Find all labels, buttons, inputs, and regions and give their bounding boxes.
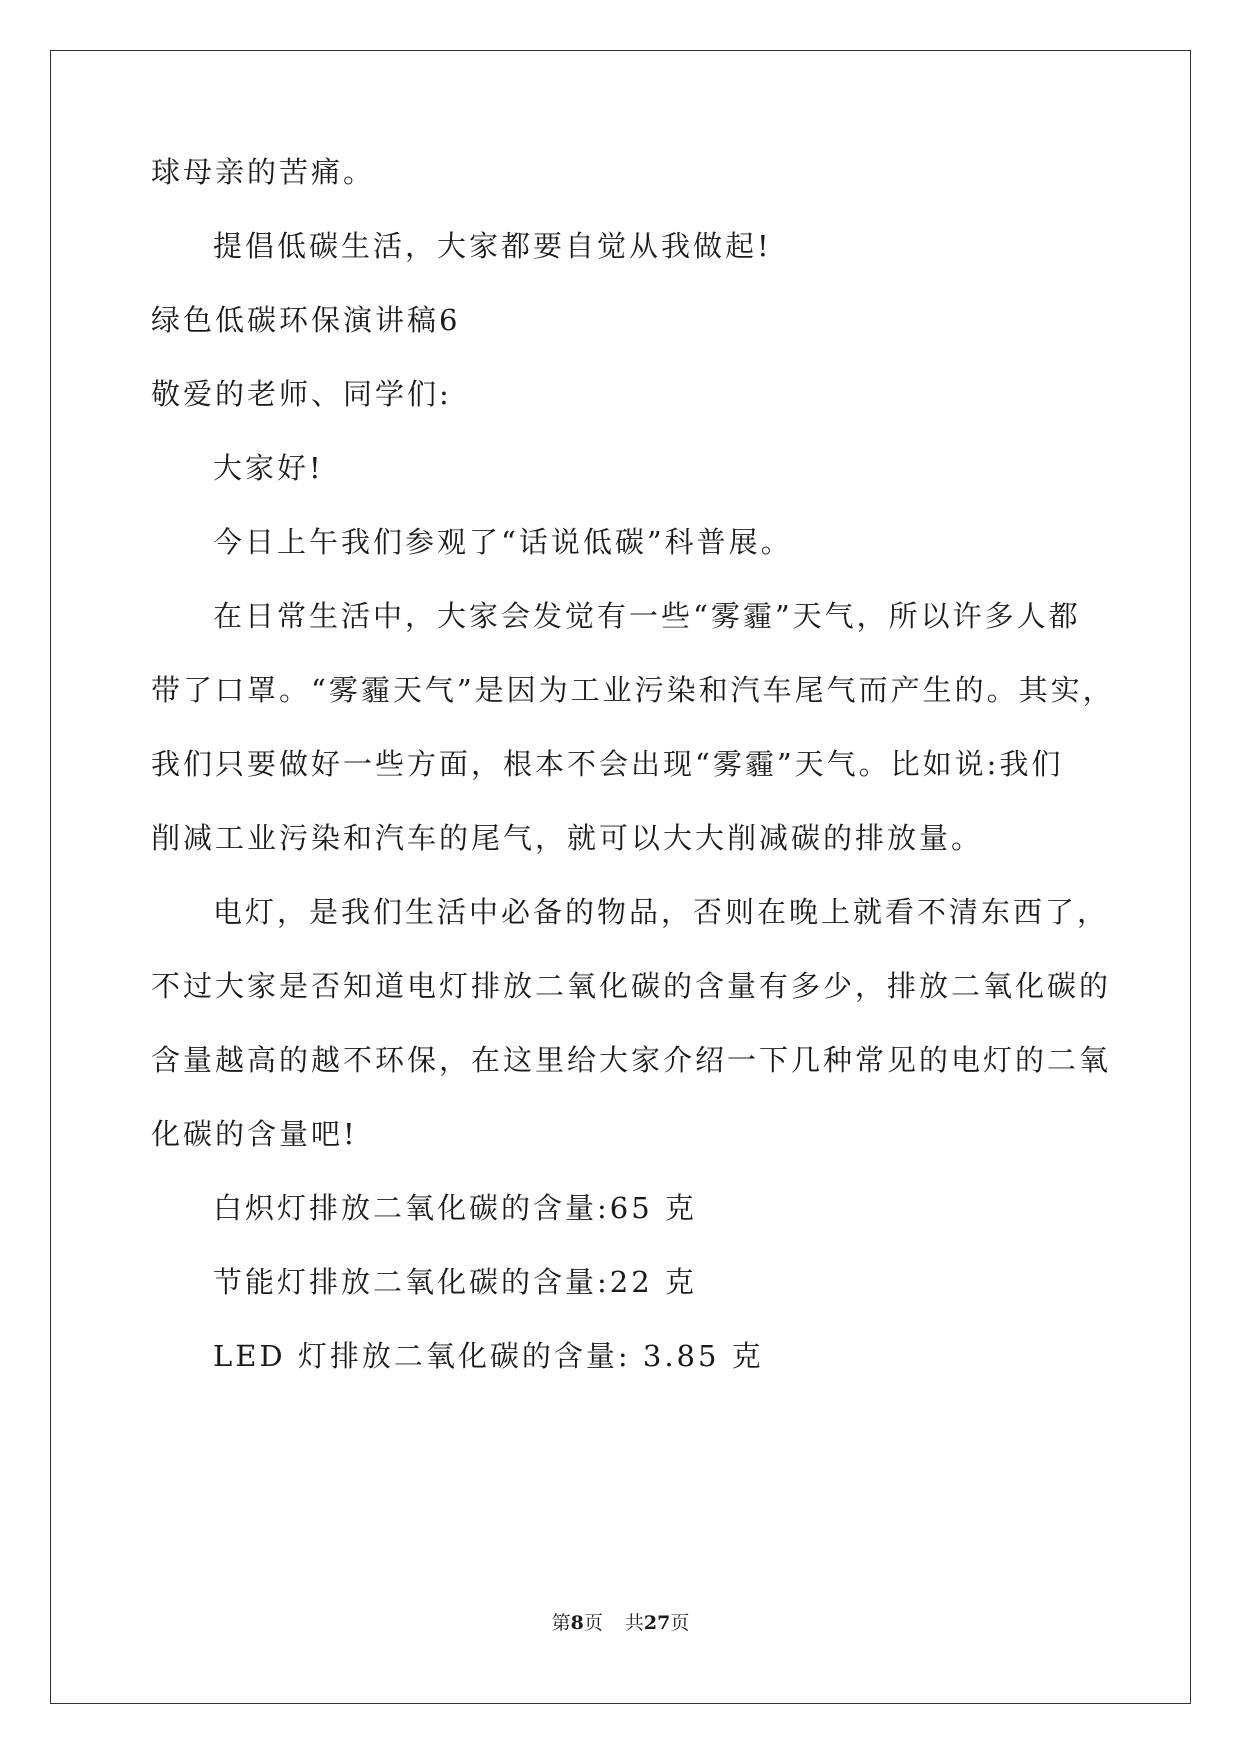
page-number: 8 — [570, 1612, 584, 1634]
paragraph-line: 化碳的含量吧! — [151, 1117, 358, 1151]
list-item: LED 灯排放二氧化碳的含量: 3.85 克 — [213, 1339, 764, 1373]
page-suffix: 页 — [583, 1612, 603, 1634]
paragraph-line: 不过大家是否知道电灯排放二氧化碳的含量有多少，排放二氧化碳的 — [151, 969, 1112, 1003]
section-heading: 绿色低碳环保演讲稿6 — [151, 303, 461, 337]
total-suffix: 页 — [670, 1612, 690, 1634]
total-pages: 27 — [643, 1612, 671, 1634]
page-footer — [0, 1608, 1241, 1635]
paragraph-line: 在日常生活中，大家会发觉有一些“雾霾”天气，所以许多人都 — [213, 599, 1081, 633]
paragraph-line: 含量越高的越不环保，在这里给大家介绍一下几种常见的电灯的二氧 — [151, 1043, 1112, 1077]
greeting: 大家好! — [213, 451, 324, 485]
paragraph-line: 今日上午我们参观了“话说低碳”科普展。 — [213, 525, 793, 559]
paragraph-line: 提倡低碳生活，大家都要自觉从我做起! — [213, 229, 772, 263]
salutation: 敬爱的老师、同学们: — [151, 377, 452, 411]
paragraph-line: 削减工业污染和汽车的尾气，就可以大大削减碳的排放量。 — [151, 821, 984, 855]
page-prefix: 第 — [551, 1612, 571, 1634]
page-border — [50, 50, 1191, 1704]
list-item: 白炽灯排放二氧化碳的含量:65 克 — [213, 1191, 697, 1225]
total-prefix: 共 — [624, 1612, 644, 1634]
paragraph-line: 带了口罩。“雾霾天气”是因为工业污染和汽车尾气而产生的。其实， — [151, 673, 1115, 707]
list-item: 节能灯排放二氧化碳的含量:22 克 — [213, 1265, 697, 1299]
paragraph-line: 我们只要做好一些方面，根本不会出现“雾霾”天气。比如说:我们 — [151, 747, 1064, 781]
paragraph-line: 电灯，是我们生活中必备的物品，否则在晚上就看不清东西了， — [213, 895, 1110, 929]
paragraph-line: 球母亲的苦痛。 — [151, 155, 376, 189]
